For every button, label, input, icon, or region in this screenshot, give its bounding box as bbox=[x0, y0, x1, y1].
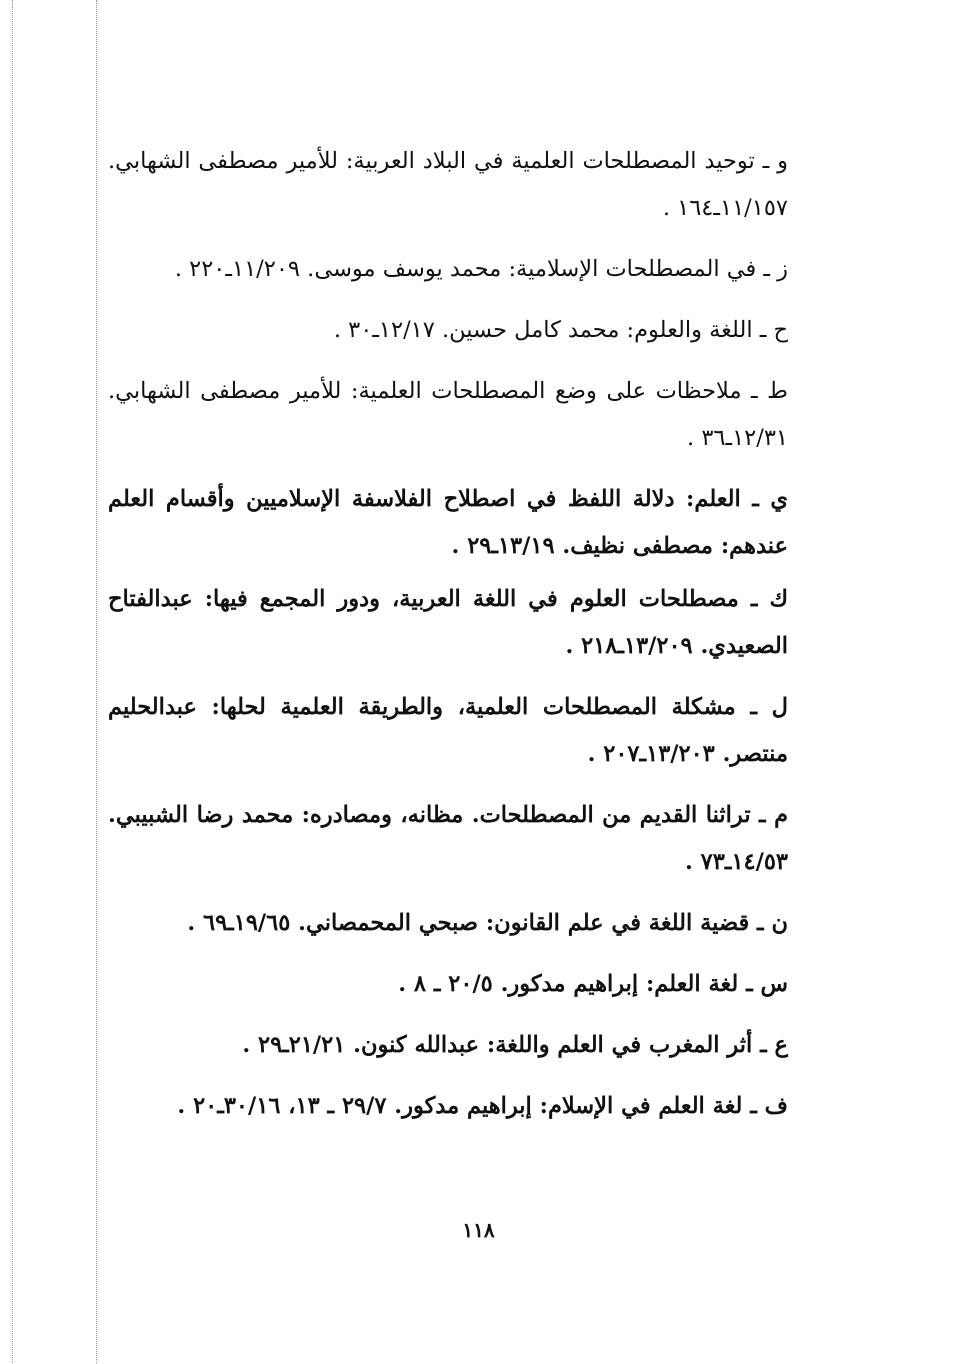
bibliography-entry-sin: س ـ لغة العلم: إبراهيم مدكور. ٢٠/٥ ـ ٨ . bbox=[398, 971, 788, 997]
bibliography-entry-lam: ل ـ مشكلة المصطلحات العلمية، والطريقة العلمية لحلها: عبدالحليم منتصر. ١٣/٢٠٣ـ٢٠٧ . bbox=[108, 694, 788, 767]
bibliography-entry-zay: ز ـ في المصطلحات الإسلامية: محمد يوسف موسى. ١١/٢٠٩ـ٢٢٠ . bbox=[174, 256, 788, 282]
document-body bbox=[108, 138, 788, 1130]
bibliography-entry-nun: ن ـ قضية اللغة في علم القانون: صبحي المحمصاني. ١٩/٦٥ـ٦٩ . bbox=[187, 910, 788, 936]
bibliography-entry-fa: ف ـ لغة العلم في الإسلام: إبراهيم مدكور. ٢٩/٧ ـ ١٣، ٣٠/١٦ـ٢٠ . bbox=[177, 1093, 788, 1119]
bibliography-entry-waw: و ـ توحيد المصطلحات العلمية في البلاد العربية: للأمير مصطفى الشهابي. ١١/١٥٧ـ١٦٤ . bbox=[108, 148, 788, 221]
bibliography-entry-ayn: ع ـ أثر المغرب في العلم واللغة: عبدالله كنون. ٢١/٢١ـ٢٩ . bbox=[242, 1032, 788, 1058]
bibliography-entry-ta: ط ـ ملاحظات على وضع المصطلحات العلمية: للأمير مصطفى الشهابي. ١٢/٣١ـ٣٦ . bbox=[108, 378, 788, 451]
scan-margin-line bbox=[12, 0, 13, 1364]
bibliography-entry-ya: ي ـ العلم: دلالة اللفظ في اصطلاح الفلاسفة الإسلاميين وأقسام العلم عندهم: مصطفى نظيف. ١٣/١٩ـ٢٩ . bbox=[108, 486, 788, 559]
bibliography-entry-kaf: ك ـ مصطلحات العلوم في اللغة العربية، ودور المجمع فيها: عبدالفتاح الصعيدي. ١٣/٢٠٩ـ٢١٨ . bbox=[108, 586, 788, 659]
bibliography-entry-mim: م ـ تراثنا القديم من المصطلحات. مظانه، ومصادره: محمد رضا الشبيبي. ١٤/٥٣ـ٧٣ . bbox=[108, 802, 788, 875]
scan-margin-line bbox=[96, 0, 97, 1364]
page-number: ١١٨ bbox=[462, 1218, 495, 1242]
bibliography-entry-ha: ح ـ اللغة والعلوم: محمد كامل حسين. ١٢/١٧ـ٣٠ . bbox=[333, 317, 788, 343]
